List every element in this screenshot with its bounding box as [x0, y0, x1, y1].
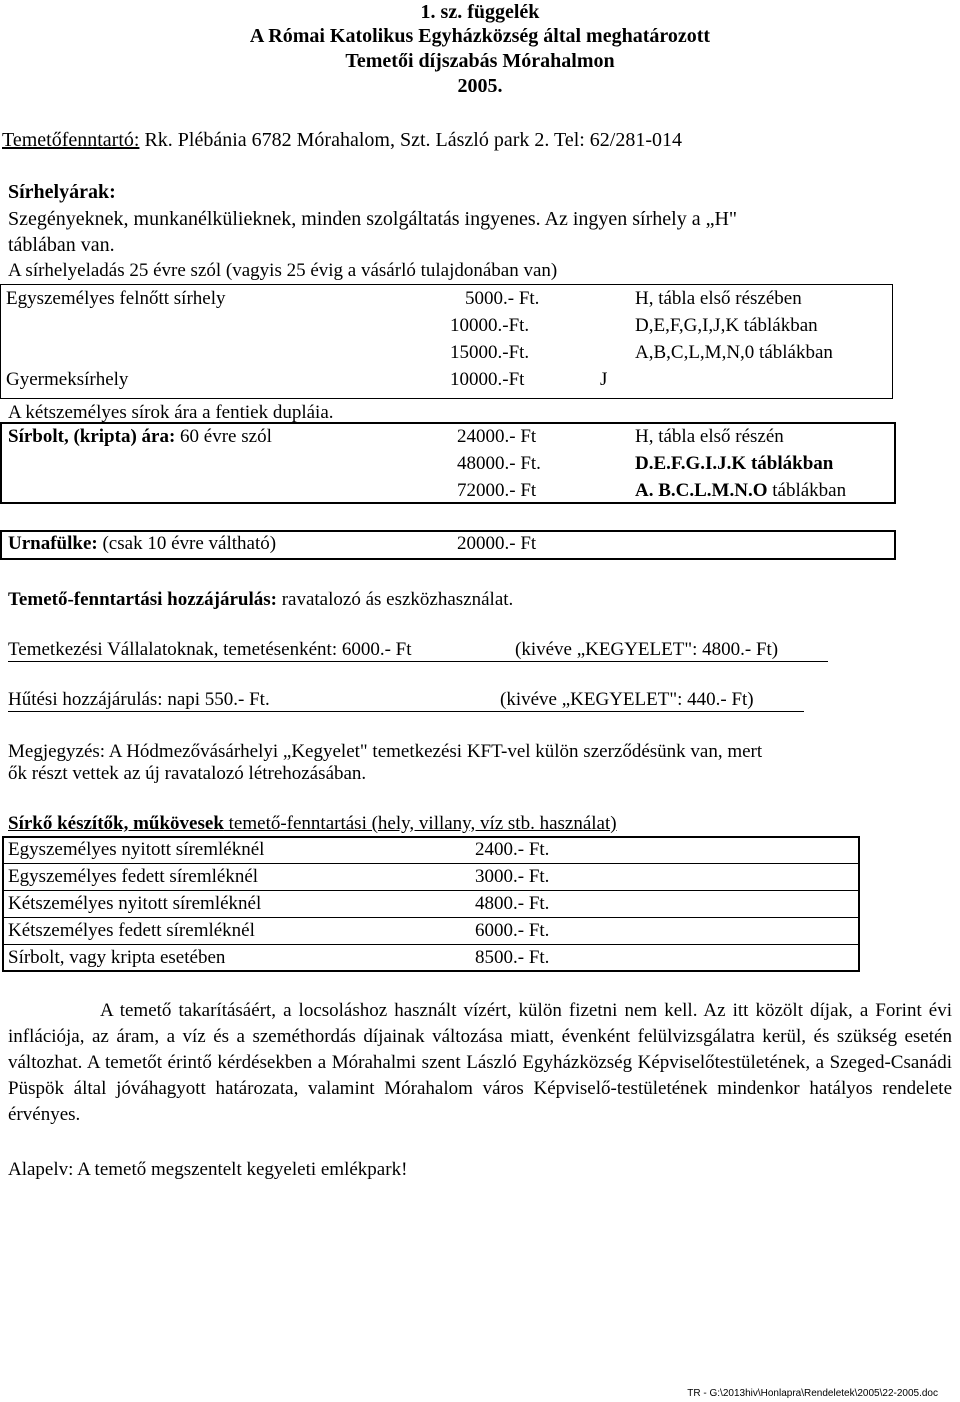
sirko-row-2-label: Egyszemélyes fedett síremléknél: [8, 866, 259, 887]
sirko-row-3-price: 4800.- Ft.: [475, 893, 550, 914]
sirbolt-row-1-price: 24000.- Ft: [457, 426, 537, 447]
sirbolt-row-3-price: 72000.- Ft: [457, 480, 537, 501]
sirhely-table-right: [892, 284, 893, 399]
hozzajarulas-text: ravatalozó ás eszközhasználat.: [276, 589, 514, 610]
sirbolt-row-2-price: 48000.- Ft.: [457, 453, 541, 474]
sirko-row-1-price: 2400.- Ft.: [475, 839, 550, 860]
header-line-3: Temetői díjszabás Mórahalmon: [345, 50, 615, 72]
sirko-row-5-label: Sírbolt, vagy kripta esetében: [8, 947, 226, 968]
gyermeksirhely-price: 10000.-Ft: [450, 369, 525, 390]
sirko-row-divider-3: [2, 917, 860, 918]
sirbolt-row-3-note: [635, 479, 846, 503]
hozzajarulas-line: [8, 588, 513, 612]
sirbolt-row-3-note-bold: A. B.C.L.M.N.O: [635, 480, 768, 501]
sirhely-table-bottom: [0, 398, 893, 399]
sirko-heading-bold: Sírkő készítők, műkövesek: [8, 813, 224, 834]
hutesi-exception: (kivéve „KEGYELET": 440.- Ft): [500, 689, 754, 710]
urnafulke-label-bold: Urnafülke:: [8, 533, 98, 554]
header-line-2: A Római Katolikus Egyházközség által meghatározott: [249, 25, 711, 47]
sirhely-intro-2: táblában van.: [8, 234, 115, 256]
sirko-row-5-price: 8500.- Ft.: [475, 947, 550, 968]
sirko-row-divider-1: [2, 863, 860, 864]
sirhely-row-1-label: Egyszemélyes felnőtt sírhely: [6, 288, 226, 309]
sirhely-row-1-price: 5000.- Ft.: [465, 288, 540, 309]
sirko-row-4-label: Kétszemélyes fedett síremléknél: [8, 920, 255, 941]
megjegyzes-line-2: ők részt vettek az új ravatalozó létrehozásában.: [8, 763, 367, 784]
gyermeksirhely-extra: J: [600, 369, 608, 390]
vallalatok-exception: (kivéve „KEGYELET": 4800.- Ft): [515, 639, 779, 660]
sirko-row-3-label: Kétszemélyes nyitott síremléknél: [8, 893, 262, 914]
sirhely-row-3-price: 15000.-Ft.: [450, 342, 530, 363]
sirko-heading-rest: temető-fenntartási (hely, villany, víz stb. használat): [223, 813, 617, 834]
sirbolt-row-3-note-rest: táblákban: [767, 480, 847, 501]
fenntarto-label: Temetőfenntartó:: [2, 129, 140, 151]
double-grave-note: A kétszemélyes sírok ára a fentiek dupláia.: [8, 402, 334, 423]
megjegyzes-line-1: Megjegyzés: A Hódmezővásárhelyi „Kegyelet" temetkezési KFT-vel külön szerződésünk van, mert: [8, 741, 763, 762]
hutesi-underline: [8, 711, 804, 712]
sirhely-row-2-note: D,E,F,G,I,J,K táblákban: [635, 315, 818, 336]
sirbolt-row-2-note: D.E.F.G.I.J.K táblákban: [635, 453, 834, 474]
sirhely-row-2-price: 10000.-Ft.: [450, 315, 530, 336]
sirhely-table-left: [0, 284, 1, 399]
sirbolt-label-rest: 60 évre szól: [175, 426, 272, 447]
sirhely-table-top: [0, 284, 893, 285]
urnafulke-label: [8, 532, 276, 556]
sirhely-intro-1: Szegényeknek, munkanélkülieknek, minden szolgáltatás ingyenes. Az ingyen sírhely a „H": [8, 208, 738, 230]
sirbolt-label: [8, 425, 272, 449]
sirko-heading: [8, 812, 617, 836]
vallalatok-text: Temetkezési Vállalatoknak, temetésenként: 6000.- Ft: [8, 639, 412, 660]
sirko-row-2-price: 3000.- Ft.: [475, 866, 550, 887]
header-line-1: 1. sz. függelék: [420, 1, 540, 23]
fenntarto-line: [2, 128, 682, 152]
fenntarto-text: Rk. Plébánia 6782 Mórahalom, Szt. László park 2. Tel: 62/281-014: [139, 129, 683, 151]
footer-file-path: TR - G:\2013hiv\Honlapra\Rendeletek\2005\22-2005.doc: [687, 1388, 938, 1399]
hozzajarulas-label: Temető-fenntartási hozzájárulás:: [8, 589, 277, 610]
sirhely-heading: Sírhelyárak:: [8, 181, 116, 203]
hutesi-text: Hűtési hozzájárulás: napi 550.- Ft.: [8, 689, 270, 710]
header-year: 2005.: [457, 75, 503, 97]
sirhely-row-3-note: A,B,C,L,M,N,0 táblákban: [635, 342, 833, 363]
sirhely-row-1-note: H, tábla első részében: [635, 288, 802, 309]
closing-paragraph: A temető takarításáért, a locsoláshoz használt vízért, külön fizetni nem kell. Az itt közölt díjak, a Forint évi inflációja, az áram, a víz és a szeméthordás díjainak változása miatt, évenként felülvizsgálatra kerül, és szükség esetén változhat. A temetőt érintő kérdésekben a Mórahalmi szent László Egyházközség Képviselőtestületének, a Szeged-Csanádi Püspök által jóváhagyott határozata, valamint Mórahalom város Képviselő-testületének mindenkor hatályos rendelete érvényes.: [8, 1000, 952, 1125]
urnafulke-label-rest: (csak 10 évre váltható): [97, 533, 277, 554]
sirko-row-4-price: 6000.- Ft.: [475, 920, 550, 941]
sirbolt-row-1-note: H, tábla első részén: [635, 426, 784, 447]
vallalatok-underline: [8, 661, 828, 662]
alapelv: Alapelv: A temető megszentelt kegyeleti emlékpark!: [8, 1159, 408, 1180]
sirhely-intro-3: A sírhelyeladás 25 évre szól (vagyis 25 évig a vásárló tulajdonában van): [8, 260, 558, 281]
urnafulke-price: 20000.- Ft: [457, 533, 537, 554]
sirko-row-1-label: Egyszemélyes nyitott síremléknél: [8, 839, 265, 860]
sirbolt-label-bold: Sírbolt, (kripta) ára:: [8, 426, 176, 447]
gyermeksirhely-label: Gyermeksírhely: [6, 369, 129, 390]
sirko-row-divider-2: [2, 890, 860, 891]
sirko-row-divider-4: [2, 944, 860, 945]
